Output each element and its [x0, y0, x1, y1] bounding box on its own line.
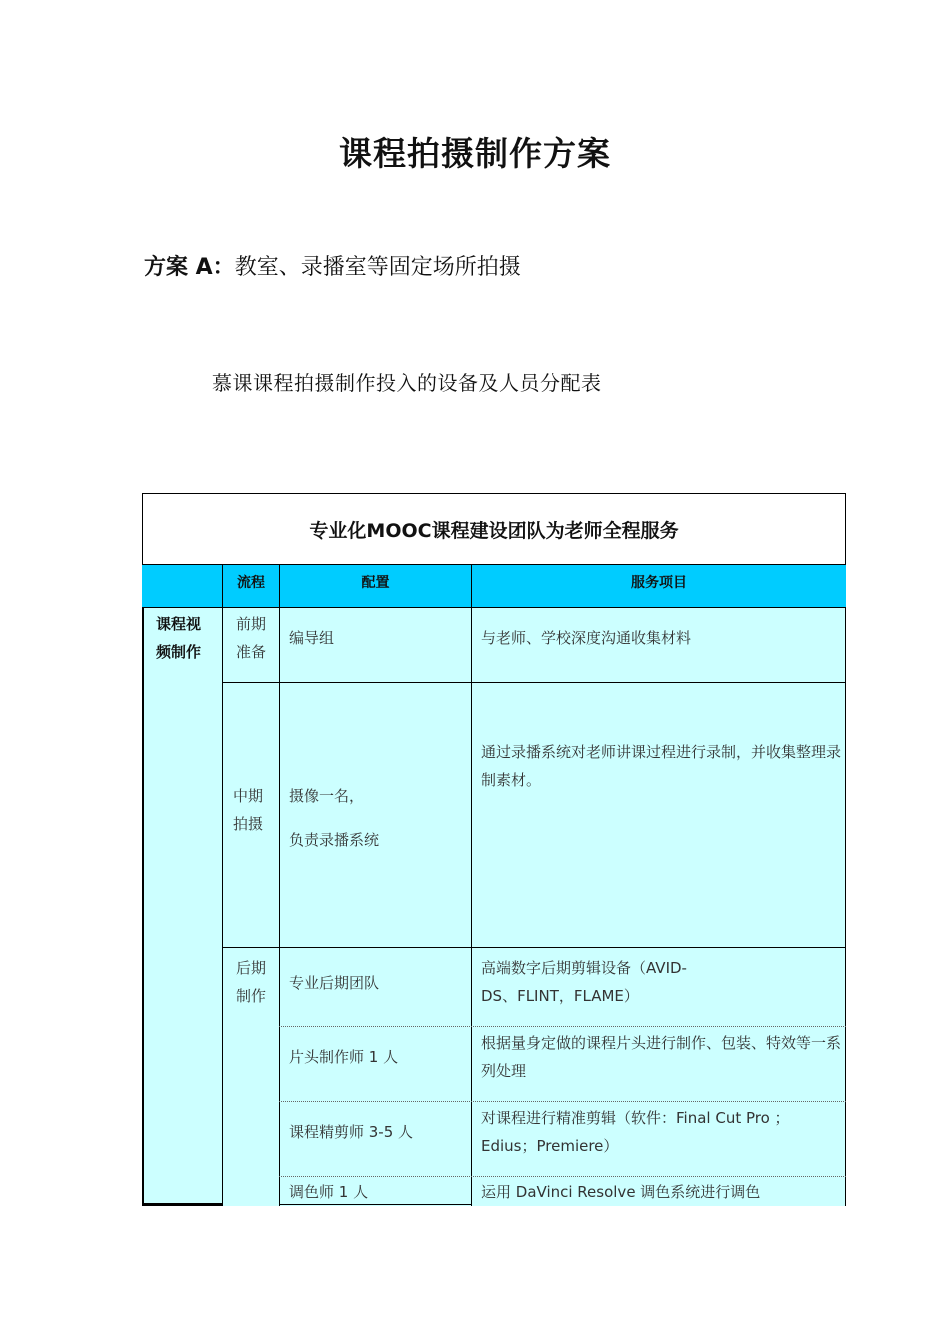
header-empty: [142, 565, 222, 607]
service-post-1: 高端数字后期剪辑设备（AVID- DS、FLINT，FLAME）: [481, 959, 687, 1005]
process-post: 后期 制作: [236, 959, 267, 1005]
service-pre: 与老师、学校深度沟通收集材料: [481, 629, 692, 647]
document-title: 课程拍摄制作方案: [339, 134, 611, 173]
header-process: 流程: [222, 565, 279, 607]
header-service: 服务项目: [471, 565, 846, 607]
table-left-border: [142, 608, 144, 1206]
plan-text: 教室、录播室等固定场所拍摄: [234, 255, 521, 280]
config-post-4: 调色师 1 人: [289, 1183, 369, 1201]
col-divider-3: [471, 608, 472, 1206]
allocation-table: [142, 493, 846, 1206]
header-config: 配置: [279, 565, 471, 607]
row-divider-mid: [222, 947, 846, 948]
table-banner: 专业化MOOC课程建设团队为老师全程服务: [142, 493, 846, 565]
col-divider-2: [279, 608, 280, 1206]
process-pre: 前期 准备: [236, 615, 267, 661]
row-divider-post-3: [279, 1176, 846, 1177]
service-post-4: 运用 DaVinci Resolve 调色系统进行调色: [481, 1183, 761, 1201]
row-divider-post-1: [279, 1026, 846, 1027]
service-post-2: 根据量身定做的课程片头进行制作、包装、特效等一系列处理: [481, 1034, 842, 1080]
table-bottom-border: [142, 1203, 222, 1206]
process-mid: 中期 拍摄: [233, 787, 264, 833]
category-cell: 课程视 频制作: [156, 615, 202, 661]
config-pre: 编导组: [289, 629, 335, 647]
config-post-1: 专业后期团队: [289, 974, 380, 992]
config-post-3: 课程精剪师 3-5 人: [289, 1123, 414, 1141]
row-divider-post-2: [279, 1101, 846, 1102]
plan-heading: [144, 250, 521, 281]
table-right-border: [845, 608, 846, 1206]
table-caption: 慕课课程拍摄制作投入的设备及人员分配表: [212, 371, 602, 395]
plan-label: 方案 A：: [144, 255, 235, 280]
row-divider-pre: [222, 682, 846, 683]
config-post-2: 片头制作师 1 人: [289, 1048, 399, 1066]
table-header-row: [142, 564, 846, 608]
col-divider-1: [222, 608, 223, 1206]
service-post-3: 对课程进行精准剪辑（软件：Final Cut Pro ；Edius；Premiere）: [481, 1109, 790, 1155]
config-mid: 摄像一名， 负责录播系统: [289, 787, 380, 849]
service-mid: 通过录播系统对老师讲课过程进行录制，并收集整理录制素材。: [481, 743, 842, 789]
